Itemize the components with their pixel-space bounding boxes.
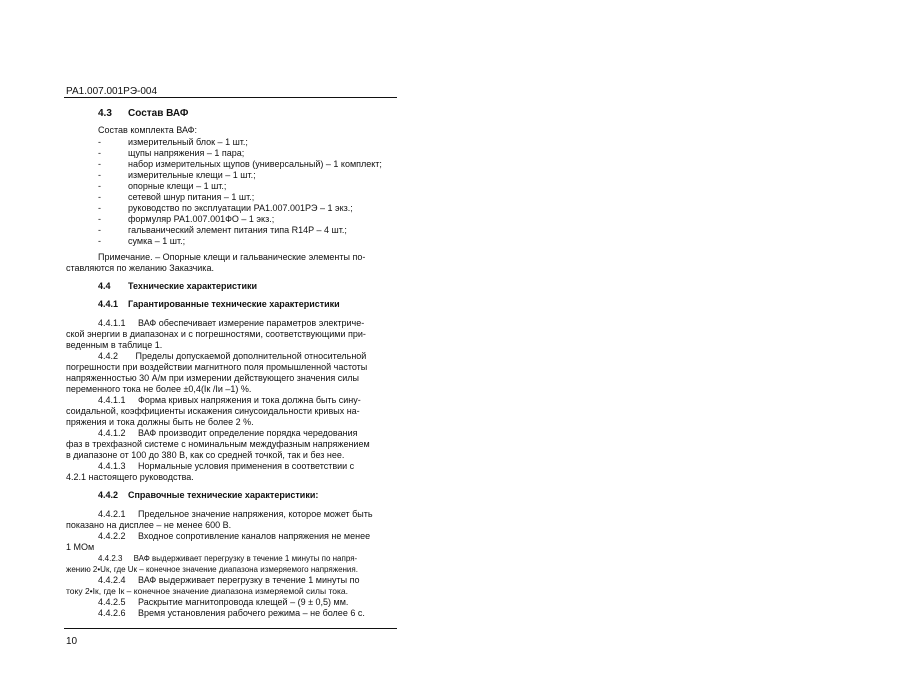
section-4-4-number: 4.4 (98, 281, 111, 291)
list-bullet: - (98, 203, 101, 213)
kit-item: руководство по эксплуатации РА1.007.001РЭ – 1 экз.; (128, 203, 353, 213)
kit-item: гальванический элемент питания типа R14P – 4 шт.; (128, 225, 347, 235)
body-line: 4.4.1.1 Форма кривых напряжения и тока должна быть сину- (98, 395, 361, 405)
list-bullet: - (98, 170, 101, 180)
kit-intro: Состав комплекта ВАФ: (98, 125, 197, 135)
kit-item: сетевой шнур питания – 1 шт.; (128, 192, 255, 202)
body-line: погрешности при воздействии магнитного поля промышленной частоты (66, 362, 368, 372)
body-line: 4.4.1.1 ВАФ обеспечивает измерение параметров электриче- (98, 318, 365, 328)
kit-item: опорные клещи – 1 шт.; (128, 181, 227, 191)
list-bullet: - (98, 236, 101, 246)
page-number: 10 (66, 636, 78, 647)
kit-item: набор измерительных щупов (универсальный) – 1 комплект; (128, 159, 382, 169)
footer-rule (64, 628, 397, 629)
body-line: в диапазоне от 100 до 380 В, как со средней точкой, так и без нее. (66, 450, 345, 460)
list-bullet: - (98, 148, 101, 158)
kit-item: щупы напряжения – 1 пара; (128, 148, 245, 158)
body-line: ской энергии в диапазонах и с погрешностями, соответствующими при- (66, 329, 366, 339)
body-line: показано на дисплее – не менее 600 В. (66, 520, 232, 530)
list-bullet: - (98, 192, 101, 202)
section-4-3-number: 4.3 (98, 108, 112, 119)
list-bullet: - (98, 225, 101, 235)
section-4-4-1-title: Гарантированные технические характеристики (128, 299, 340, 309)
body-line: напряженностью 30 А/м при измерении действующего значения силы (66, 373, 360, 383)
body-line: 4.4.2.2 Входное сопротивление каналов напряжения не менее (98, 531, 371, 541)
kit-item: измерительные клещи – 1 шт.; (128, 170, 256, 180)
section-4-4-2-title: Справочные технические характеристики: (128, 490, 319, 500)
body-line: жению 2•Uк, где Uк – конечное значение диапазона измеряемого напряжения. (66, 565, 358, 574)
body-line: 4.4.1.3 Нормальные условия применения в соответствии с (98, 461, 355, 471)
body-line: 1 МОм (66, 542, 95, 552)
body-line: току 2•Iк, где Iк – конечное значение диапазона измеряемой силы тока. (66, 586, 348, 596)
body-line: 4.4.2.5 Раскрытие магнитопровода клещей – (9 ± 0,5) мм. (98, 597, 349, 607)
body-line: 4.4.2.1 Предельное значение напряжения, которое может быть (98, 509, 373, 519)
note-line: ставляются по желанию Заказчика. (66, 263, 214, 273)
body-line: 4.4.2 Пределы допускаемой дополнительной относительной (98, 351, 367, 361)
body-line: соидальной, коэффициенты искажения синусоидальности кривых на- (66, 406, 360, 416)
body-line: пряжения и тока должны быть не более 2 %. (66, 417, 254, 427)
body-line: фаз в трехфазной системе с номинальным междуфазным напряжением (66, 439, 370, 449)
section-4-4-title: Технические характеристики (128, 281, 258, 291)
list-bullet: - (98, 181, 101, 191)
section-4-4-1-number: 4.4.1 (98, 299, 119, 309)
section-4-3-title: Состав ВАФ (128, 108, 189, 119)
list-bullet: - (98, 214, 101, 224)
list-bullet: - (98, 159, 101, 169)
kit-item: измерительный блок – 1 шт.; (128, 137, 248, 147)
body-line: веденным в таблице 1. (66, 340, 163, 350)
list-bullet: - (98, 137, 101, 147)
doc-code: РА1.007.001РЭ-004 (66, 86, 158, 97)
body-line: переменного тока не более ±0,4(Iк /Iи –1) %. (66, 384, 252, 394)
body-line: 4.2.1 настоящего руководства. (66, 472, 194, 482)
kit-item: формуляр РА1.007.001ФО – 1 экз.; (128, 214, 275, 224)
body-line: 4.4.1.2 ВАФ производит определение порядка чередования (98, 428, 358, 438)
header-rule (64, 97, 397, 98)
body-line: 4.4.2.3 ВАФ выдерживает перегрузку в течение 1 минуты по напря- (98, 554, 358, 563)
kit-item: сумка – 1 шт.; (128, 236, 186, 246)
section-4-4-2-number: 4.4.2 (98, 490, 119, 500)
note-line: Примечание. – Опорные клещи и гальванические элементы по- (98, 252, 366, 262)
body-line: 4.4.2.6 Время установления рабочего режима – не более 6 с. (98, 608, 365, 618)
body-line: 4.4.2.4 ВАФ выдерживает перегрузку в течение 1 минуты по (98, 575, 360, 585)
